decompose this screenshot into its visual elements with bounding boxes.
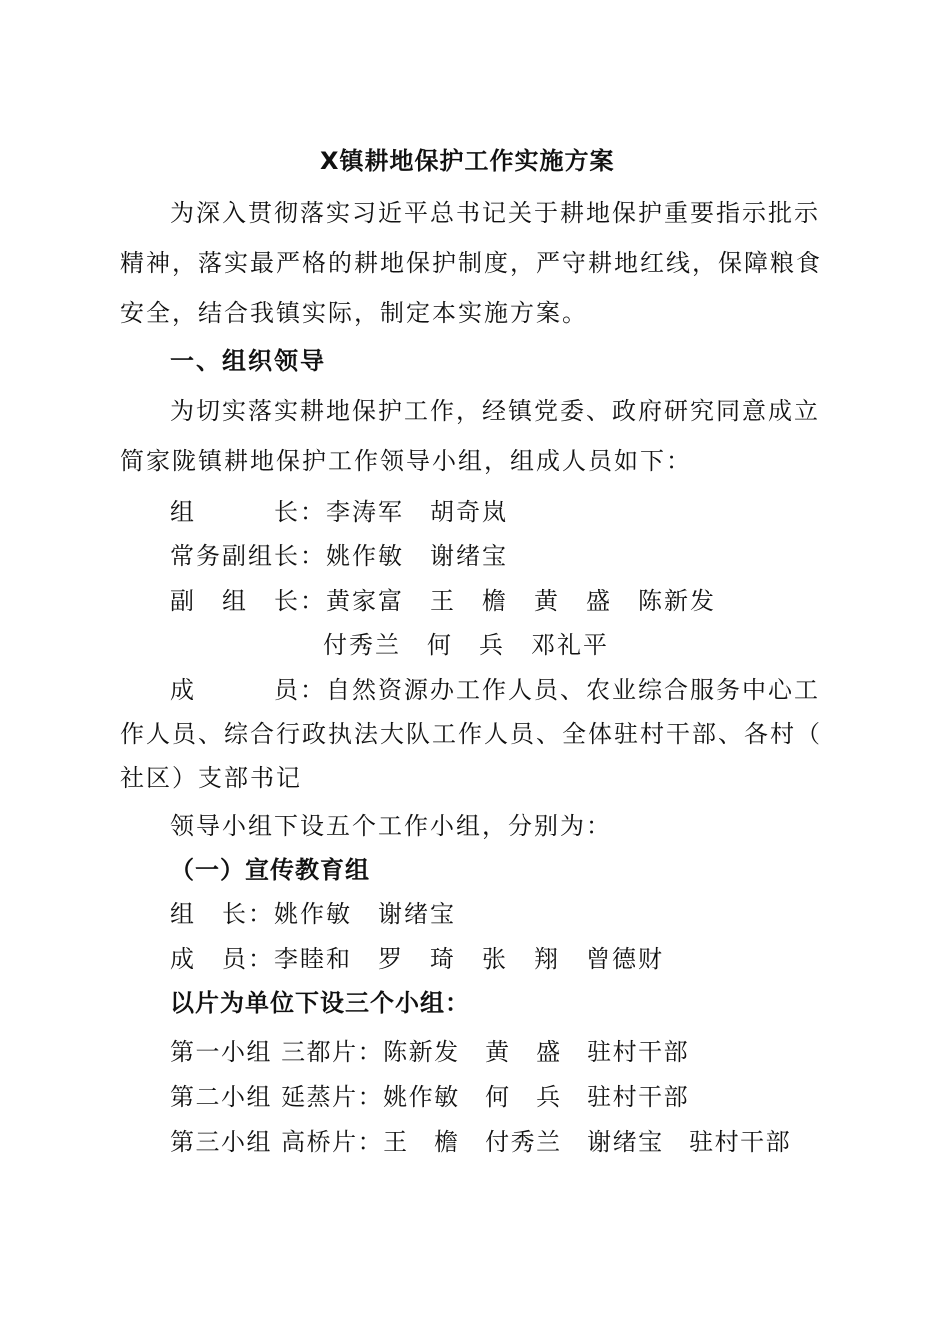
group-members-line: 成 员：李睦和 罗 琦 张 翔 曾德财 xyxy=(170,945,664,973)
members-line: 作人员、综合行政执法大队工作人员、全体驻村干部、各村（ xyxy=(120,720,822,748)
intro-line: 精神，落实最严格的耕地保护制度，严守耕地红线，保障粮食 xyxy=(120,249,822,277)
paragraph-line: 简家陇镇耕地保护工作领导小组，组成人员如下： xyxy=(120,447,692,475)
leader-line: 组 长：李涛军 胡奇岚 xyxy=(170,498,508,526)
deputy-line: 副 组 长：黄家富 王 檐 黄 盛 陈新发 xyxy=(170,587,716,615)
intro-line: 安全，结合我镇实际，制定本实施方案。 xyxy=(120,299,588,327)
area-heading: 以片为单位下设三个小组： xyxy=(170,989,470,1017)
subgroups-intro: 领导小组下设五个工作小组，分别为： xyxy=(170,812,612,840)
area-group-line: 第二小组 延蒸片：姚作敏 何 兵 驻村干部 xyxy=(170,1083,690,1111)
exec-deputy-line: 常务副组长：姚作敏 谢绪宝 xyxy=(170,542,508,570)
paragraph-line: 为切实落实耕地保护工作，经镇党委、政府研究同意成立 xyxy=(170,397,820,425)
section-heading: 一、组织领导 xyxy=(170,347,326,375)
members-line: 社区）支部书记 xyxy=(120,764,302,792)
area-group-line: 第三小组 高桥片：王 檐 付秀兰 谢绪宝 驻村干部 xyxy=(170,1128,792,1156)
document-title: X镇耕地保护工作实施方案 xyxy=(320,147,615,175)
intro-line: 为深入贯彻落实习近平总书记关于耕地保护重要指示批示 xyxy=(170,199,820,227)
area-group-line: 第一小组 三都片：陈新发 黄 盛 驻村干部 xyxy=(170,1038,690,1066)
group-heading: （一）宣传教育组 xyxy=(170,856,370,884)
members-line: 成 员：自然资源办工作人员、农业综合服务中心工 xyxy=(170,676,820,704)
group-leader-line: 组 长：姚作敏 谢绪宝 xyxy=(170,900,456,928)
deputy-line-cont: 付秀兰 何 兵 邓礼平 xyxy=(323,631,609,659)
